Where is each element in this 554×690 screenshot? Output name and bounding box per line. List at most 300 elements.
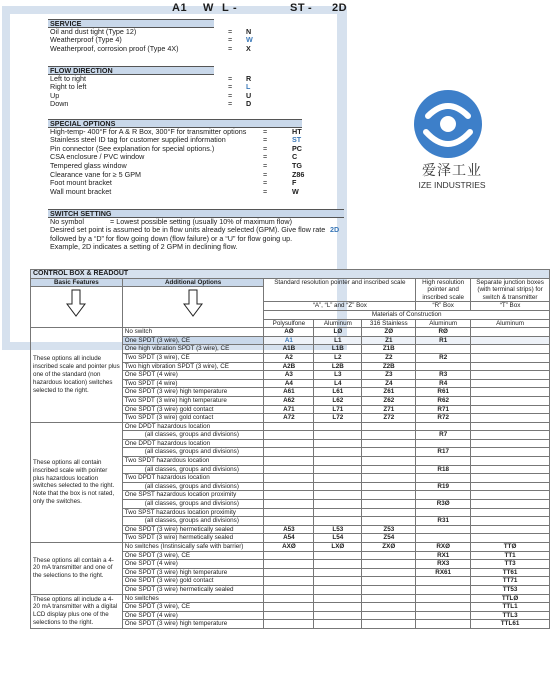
flow-option-label: Up	[50, 90, 60, 100]
model-st: ST	[290, 2, 306, 14]
model-code-cell	[362, 517, 416, 526]
model-code-cell	[362, 474, 416, 483]
flow-option-code: R	[246, 73, 252, 83]
option-description: One DPDT hazardous location	[122, 439, 264, 448]
equals-sign: =	[228, 82, 233, 92]
model-code-cell	[314, 422, 362, 431]
material-polysulfone: Polysulfone	[264, 319, 314, 328]
special-option-label: Wall mount bracket	[50, 186, 112, 196]
flow-row	[48, 99, 252, 109]
flow-option-code: L	[246, 82, 251, 92]
model-code-cell	[416, 508, 471, 517]
model-code-cell	[471, 414, 550, 423]
model-code-cell	[416, 577, 471, 586]
model-code-cell	[471, 388, 550, 397]
service-option-label: Weatherproof (Type 4)	[50, 35, 122, 45]
flow-row	[48, 82, 251, 92]
equals-sign: =	[228, 99, 233, 109]
model-code-cell	[471, 371, 550, 380]
model-code-cell	[314, 585, 362, 594]
special-row	[48, 188, 302, 197]
model-code-cell	[471, 439, 550, 448]
flow-direction-section	[48, 66, 252, 109]
model-code-cell	[471, 508, 550, 517]
option-description: (all classes, groups and divisions)	[122, 517, 264, 526]
model-code-cell: Z2B	[362, 362, 416, 371]
switch-nosym-desc: = Lowest possible setting (usually 10% of maximum flow)	[110, 216, 292, 226]
model-code-cell	[264, 594, 314, 603]
model-l: L	[222, 2, 230, 14]
model-2d: 2D	[332, 2, 348, 14]
model-code-cell	[362, 431, 416, 440]
model-code-cell	[264, 491, 314, 500]
model-code-cell	[416, 603, 471, 612]
basic-feature-description: These options all include inscribed scale and pointer plus one of the standard (non hazardous location) switches selected to the right.	[31, 328, 123, 423]
switch-setting-section	[48, 209, 344, 252]
model-code-cell: A1	[264, 336, 314, 345]
model-code-cell	[264, 568, 314, 577]
model-code-cell	[362, 603, 416, 612]
model-code-cell: L4	[314, 379, 362, 388]
model-code-cell: L71	[314, 405, 362, 414]
model-code-cell	[264, 517, 314, 526]
model-code-cell	[264, 482, 314, 491]
model-code-cell: R31	[416, 517, 471, 526]
model-code-cell	[471, 465, 550, 474]
model-code-cell: RXØ	[416, 543, 471, 552]
special-option-label: Pin connector (See explanation for special options.)	[50, 143, 215, 153]
model-code-cell: L62	[314, 396, 362, 405]
model-code-cell	[362, 508, 416, 517]
switch-line3: followed by a “D” for flow going down (flow failure) or a “U” for flow going up.	[50, 233, 293, 243]
special-option-label: Clearance vane for ≥ 5 GPM	[50, 169, 142, 179]
model-code-cell	[471, 405, 550, 414]
special-option-code: ST	[292, 135, 302, 145]
model-code-cell: Z53	[362, 525, 416, 534]
special-option-label: Foot mount bracket	[50, 178, 112, 188]
model-code-cell: TT61	[471, 568, 550, 577]
service-option-label: Weatherproof, corrosion proof (Type 4X)	[50, 43, 179, 53]
additional-options-header: Additional Options	[122, 278, 264, 287]
model-code-cell	[362, 500, 416, 509]
model-code-cell	[314, 603, 362, 612]
special-option-label: CSA enclosure / PVC window	[50, 152, 145, 162]
model-code-cell	[314, 577, 362, 586]
model-code-cell	[362, 560, 416, 569]
model-code-cell: A62	[264, 396, 314, 405]
model-code-cell: A1B	[264, 345, 314, 354]
alz-box-header: “A”, “L” and “Z” Box	[264, 302, 416, 311]
model-code-cell: TT1	[471, 551, 550, 560]
option-description: Two SPDT (3 wire) gold contact	[122, 414, 264, 423]
model-code-cell	[264, 439, 314, 448]
option-description: One high vibration SPDT (3 wire), CE	[122, 345, 264, 354]
model-code-cell	[471, 482, 550, 491]
model-code-cell: LXØ	[314, 543, 362, 552]
service-option-code: N	[246, 26, 252, 36]
model-code-cell: AØ	[264, 328, 314, 337]
model-code-cell	[314, 594, 362, 603]
equals-sign: =	[263, 152, 268, 162]
model-code-cell	[471, 491, 550, 500]
model-code-cell: TT53	[471, 585, 550, 594]
model-code-cell	[314, 474, 362, 483]
special-option-label: High-temp- 400°F for A & R Box, 300°F for transmitter options	[50, 126, 247, 136]
model-code-cell	[264, 611, 314, 620]
model-code-cell	[416, 491, 471, 500]
model-code-cell: TTL61	[471, 620, 550, 629]
basic-features-header: Basic Features	[31, 278, 123, 287]
model-code-cell	[416, 474, 471, 483]
model-code-cell	[416, 534, 471, 543]
flow-option-label: Left to right	[50, 73, 86, 83]
option-description: One SPDT (3 wire) hermetically sealed	[122, 525, 264, 534]
material-stainless: 316 Stainless	[362, 319, 416, 328]
model-code-cell	[314, 517, 362, 526]
option-description: One SPDT (3 wire), CE	[122, 336, 264, 345]
special-option-code: TG	[292, 160, 302, 170]
equals-sign: =	[263, 135, 268, 145]
option-description: (all classes, groups and divisions)	[122, 465, 264, 474]
table-row	[31, 328, 550, 337]
model-code-cell: TTL3	[471, 611, 550, 620]
down-arrow-icon	[66, 289, 86, 317]
table-row	[31, 543, 550, 552]
option-description: No switches (Instinsically safe with barrier)	[122, 543, 264, 552]
special-option-code: Z86	[292, 169, 305, 179]
option-description: Two SPDT (3 wire), CE	[122, 353, 264, 362]
option-description: Two SPDT hazardous location	[122, 457, 264, 466]
model-code-cell: Z61	[362, 388, 416, 397]
model-w: W	[203, 2, 214, 14]
logo-english-name: IZE INDUSTRIES	[418, 180, 486, 190]
service-section	[48, 19, 253, 53]
model-code-cell: LØ	[314, 328, 362, 337]
switch-code: 2D	[330, 225, 340, 235]
model-code-cell	[362, 594, 416, 603]
material-aluminum: Aluminum	[314, 319, 362, 328]
model-code-cell: R3	[416, 371, 471, 380]
model-code-cell	[471, 448, 550, 457]
model-code-cell: L54	[314, 534, 362, 543]
model-code-cell	[362, 439, 416, 448]
model-code-cell	[471, 336, 550, 345]
model-code-cell: L2B	[314, 362, 362, 371]
model-code-cell	[416, 611, 471, 620]
model-code-cell: R17	[416, 448, 471, 457]
model-code-cell	[314, 431, 362, 440]
model-code-cell: Z72	[362, 414, 416, 423]
special-option-code: W	[292, 186, 299, 196]
model-code-cell	[471, 474, 550, 483]
option-description: (all classes, groups and divisions)	[122, 482, 264, 491]
model-code-cell	[264, 560, 314, 569]
down-arrow-icon	[183, 289, 203, 317]
logo-chinese-name: 爱泽工业	[422, 162, 482, 178]
option-description: One SPDT (4 wire)	[122, 560, 264, 569]
model-code-cell	[362, 577, 416, 586]
model-code-cell: R62	[416, 396, 471, 405]
model-code-cell	[416, 457, 471, 466]
model-code-cell	[471, 457, 550, 466]
basic-feature-description: These options all contain a 4-20 mA transmitter and one of the selections to the right.	[31, 543, 123, 595]
model-code-cell	[362, 448, 416, 457]
option-description: One SPDT (4 wire)	[122, 371, 264, 380]
model-code-cell: TTL1	[471, 603, 550, 612]
model-code-cell: AXØ	[264, 543, 314, 552]
model-code-cell: Z54	[362, 534, 416, 543]
equals-sign: =	[228, 43, 233, 53]
model-code-cell	[264, 431, 314, 440]
model-code-cell: R3Ø	[416, 500, 471, 509]
model-code-cell: A53	[264, 525, 314, 534]
option-description: (all classes, groups and divisions)	[122, 448, 264, 457]
model-code-cell: ZØ	[362, 328, 416, 337]
model-code-cell: L72	[314, 414, 362, 423]
option-description: One SPST hazardous location proximity	[122, 491, 264, 500]
special-options-section	[48, 119, 305, 196]
model-code-cell	[416, 594, 471, 603]
equals-sign: =	[263, 178, 268, 188]
option-description: (all classes, groups and divisions)	[122, 431, 264, 440]
model-code-cell	[264, 585, 314, 594]
basic-arrow-cell	[31, 287, 123, 328]
equals-sign: =	[228, 73, 233, 83]
switch-line4-row	[48, 243, 344, 252]
model-code-cell	[471, 345, 550, 354]
flow-option-label: Right to left	[50, 82, 87, 92]
equals-sign: =	[263, 169, 268, 179]
model-code-cell: TTLØ	[471, 594, 550, 603]
special-option-code: HT	[292, 126, 302, 136]
material-t-aluminum: Aluminum	[471, 319, 550, 328]
material-r-aluminum: Aluminum	[416, 319, 471, 328]
model-a1: A1	[172, 2, 188, 14]
model-code-cell	[314, 611, 362, 620]
service-option-code: W	[246, 35, 253, 45]
model-code-cell	[471, 525, 550, 534]
model-code-cell: A71	[264, 405, 314, 414]
switch-nosym: No symbol	[50, 216, 84, 226]
model-code-cell	[416, 422, 471, 431]
model-code-cell: A3	[264, 371, 314, 380]
option-description: One SPDT (3 wire) high temperature	[122, 568, 264, 577]
flow-row	[48, 90, 252, 101]
model-code-cell	[416, 585, 471, 594]
model-code-cell	[416, 620, 471, 629]
model-code-cell	[471, 517, 550, 526]
flow-option-code: D	[246, 99, 252, 109]
model-code-cell	[471, 396, 550, 405]
model-code-cell	[416, 525, 471, 534]
model-code-cell: L1	[314, 336, 362, 345]
model-code-cell: TT3	[471, 560, 550, 569]
model-code-cell	[416, 345, 471, 354]
model-code-cell	[314, 491, 362, 500]
model-code-cell	[264, 465, 314, 474]
model-code-cell	[314, 551, 362, 560]
model-code-cell: RX1	[416, 551, 471, 560]
model-code-cell	[314, 560, 362, 569]
flow-option-code: U	[246, 90, 252, 100]
model-code-cell: L61	[314, 388, 362, 397]
model-code-cell	[264, 603, 314, 612]
model-code-cell: Z2	[362, 353, 416, 362]
option-description: One SPDT (4 wire)	[122, 611, 264, 620]
model-code-cell	[264, 448, 314, 457]
equals-sign: =	[263, 186, 268, 196]
model-code-cell: R4	[416, 379, 471, 388]
model-code-cell	[264, 457, 314, 466]
model-code-cell: ZXØ	[362, 543, 416, 552]
model-code-cell	[471, 431, 550, 440]
model-code-cell: TT71	[471, 577, 550, 586]
standard-resolution-header: Standard resolution pointer and inscribed scale	[264, 278, 416, 302]
control-box-table	[30, 269, 550, 629]
option-description: Two SPDT (4 wire)	[122, 379, 264, 388]
model-code-cell: Z1	[362, 336, 416, 345]
model-code-cell	[471, 379, 550, 388]
model-code-cell: R7	[416, 431, 471, 440]
option-description: One SPDT (3 wire) hermetically sealed	[122, 585, 264, 594]
model-code-cell: TTØ	[471, 543, 550, 552]
model-code-cell: A54	[264, 534, 314, 543]
model-code-cell	[471, 328, 550, 337]
special-option-code: F	[292, 178, 297, 188]
model-code-cell	[314, 465, 362, 474]
model-code-cell: L3	[314, 371, 362, 380]
model-code-cell	[314, 620, 362, 629]
special-option-code: PC	[292, 143, 302, 153]
model-code-cell	[362, 457, 416, 466]
model-code-cell: R1	[416, 336, 471, 345]
flow-option-label: Down	[50, 99, 69, 109]
option-description: One SPDT (3 wire), CE	[122, 603, 264, 612]
additional-arrow-cell	[122, 287, 264, 328]
equals-sign: =	[228, 35, 233, 45]
table-row	[31, 422, 550, 431]
model-code-cell: A61	[264, 388, 314, 397]
ize-logo-icon	[412, 88, 484, 160]
model-code-cell: L53	[314, 525, 362, 534]
model-code-cell	[314, 482, 362, 491]
model-code-cell: RX3	[416, 560, 471, 569]
model-code-cell	[471, 534, 550, 543]
option-description: One SPDT (3 wire) high temperature	[122, 388, 264, 397]
model-code-cell	[362, 465, 416, 474]
model-code-cell	[471, 362, 550, 371]
model-code-cell	[264, 422, 314, 431]
high-resolution-header: High resolution pointer and inscribed scale	[416, 278, 471, 302]
model-code-cell	[471, 500, 550, 509]
model-code-cell	[416, 362, 471, 371]
control-box-title: CONTROL BOX & READOUT	[31, 270, 550, 279]
model-code-cell	[362, 585, 416, 594]
model-code-cell	[264, 551, 314, 560]
model-code-cell: RØ	[416, 328, 471, 337]
model-code-cell	[362, 611, 416, 620]
option-description: Two SPDT (3 wire) hermetically sealed	[122, 534, 264, 543]
special-options-title: SPECIAL OPTIONS	[48, 119, 302, 128]
flow-direction-title: FLOW DIRECTION	[48, 66, 214, 75]
equals-sign: =	[228, 90, 233, 100]
t-box-header: “T” Box	[471, 302, 550, 311]
model-code-cell	[471, 422, 550, 431]
table-row	[31, 594, 550, 603]
model-code-cell	[314, 568, 362, 577]
service-title: SERVICE	[48, 19, 214, 28]
special-option-label: Tempered glass window	[50, 160, 127, 170]
model-code-cell: R2	[416, 353, 471, 362]
basic-feature-description: These options all contain inscribed scale with pointer plus hazardous location switches selected to the right. Note that the box is not rated, only the switches.	[31, 422, 123, 542]
equals-sign: =	[263, 143, 268, 153]
model-code-cell: R61	[416, 388, 471, 397]
option-description: One SPDT (3 wire) gold contact	[122, 577, 264, 586]
option-description: No switches	[122, 594, 264, 603]
option-description: Two DPDT hazardous location	[122, 474, 264, 483]
model-code-cell: RX61	[416, 568, 471, 577]
switch-setting-title: SWITCH SETTING	[48, 209, 344, 218]
model-code-cell: R71	[416, 405, 471, 414]
model-code-cell	[314, 439, 362, 448]
model-code-cell: Z4	[362, 379, 416, 388]
option-description: No switch	[122, 328, 264, 337]
model-code-cell: Z3	[362, 371, 416, 380]
model-dash-2: -	[308, 2, 313, 14]
service-row	[48, 43, 251, 54]
model-code-cell	[314, 508, 362, 517]
switch-line2: Desired set point is assumed to be in flow units already selected (GPM). Give flow rate	[50, 225, 326, 235]
model-code-cell	[264, 508, 314, 517]
option-description: (all classes, groups and divisions)	[122, 500, 264, 509]
switch-line4: Example, 2D indicates a setting of 2 GPM in declining flow.	[50, 242, 238, 252]
model-code-cell: Z62	[362, 396, 416, 405]
model-code-cell	[362, 422, 416, 431]
option-description: Two high vibration SPDT (3 wire), CE	[122, 362, 264, 371]
model-code-cell: Z71	[362, 405, 416, 414]
service-option-code: X	[246, 43, 251, 53]
equals-sign: =	[263, 126, 268, 136]
option-description: One SPDT (3 wire) high temperature	[122, 620, 264, 629]
option-description: Two SPST hazardous location proximity	[122, 508, 264, 517]
model-code-cell	[362, 620, 416, 629]
option-description: One SPDT (3 wire) gold contact	[122, 405, 264, 414]
model-code-cell	[314, 500, 362, 509]
model-code-cell: A4	[264, 379, 314, 388]
model-code-cell: L1B	[314, 345, 362, 354]
model-code-cell	[362, 482, 416, 491]
model-code-cell: Z1B	[362, 345, 416, 354]
separate-junction-header: Separate junction boxes (with terminal strips) for switch & transmitter	[471, 278, 550, 302]
model-dash-1: -	[233, 2, 238, 14]
service-option-label: Oil and dust tight (Type 12)	[50, 26, 137, 36]
model-code-cell: R19	[416, 482, 471, 491]
model-code-cell: A2	[264, 353, 314, 362]
basic-feature-description: These options all include a 4-20 mA transmitter with a digital LCD display plus one of the selections to the right.	[31, 594, 123, 628]
model-code-cell	[416, 439, 471, 448]
special-option-code: C	[292, 152, 298, 162]
model-code-cell	[362, 491, 416, 500]
model-code-cell	[471, 353, 550, 362]
equals-sign: =	[228, 26, 233, 36]
model-code-cell: L2	[314, 353, 362, 362]
option-description: Two SPDT (3 wire) high temperature	[122, 396, 264, 405]
r-box-header: “R” Box	[416, 302, 471, 311]
equals-sign: =	[263, 160, 268, 170]
model-code-cell	[362, 551, 416, 560]
model-code-cell	[314, 457, 362, 466]
model-code-cell	[314, 448, 362, 457]
